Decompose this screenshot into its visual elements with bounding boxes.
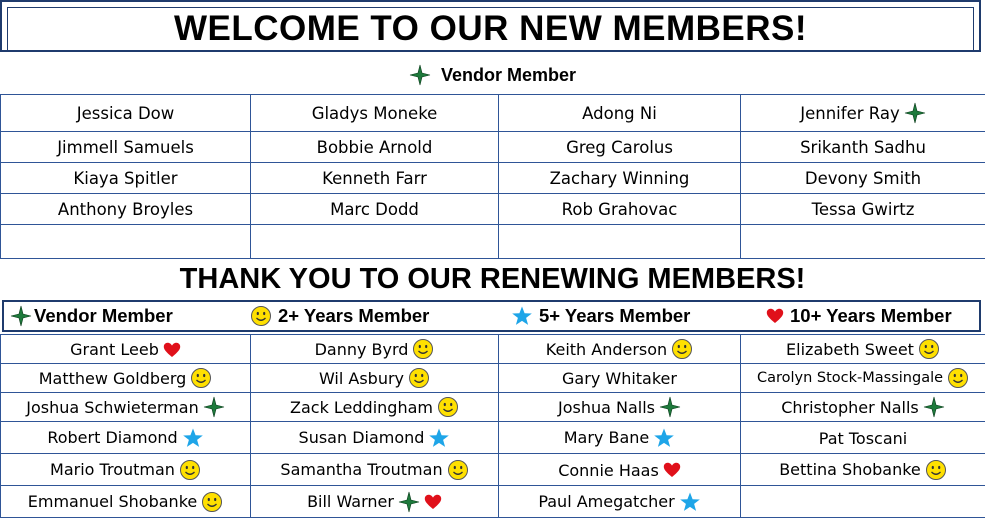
member-name: Mary Bane: [564, 428, 650, 447]
smiley-icon: [250, 305, 272, 327]
table-row: [1, 132, 985, 163]
member-name: Bill Warner: [307, 492, 394, 511]
smiley-icon: [201, 491, 223, 513]
member-name: Tessa Gwirtz: [812, 200, 915, 219]
member-name: Kenneth Farr: [322, 169, 427, 188]
legend-10-years: [766, 305, 952, 327]
blue-star-icon: [428, 427, 450, 449]
member-cell: [499, 364, 741, 393]
blue-star-icon: [679, 491, 701, 513]
member-cell: [1, 163, 251, 194]
member-name: Jennifer Ray: [800, 104, 899, 123]
smiley-icon: [190, 367, 212, 389]
member-name: Jimmell Samuels: [57, 138, 194, 157]
member-name: Joshua Schwieterman: [26, 398, 198, 417]
member-cell: [499, 393, 741, 422]
renewing-title: THANK YOU TO OUR RENEWING MEMBERS!: [180, 263, 806, 296]
member-cell: [1, 422, 251, 454]
green-star-icon: [904, 102, 926, 124]
smiley-icon: [947, 367, 969, 389]
table-row: [1, 163, 985, 194]
member-cell: [499, 422, 741, 454]
legend-2-years-label: 2+ Years Member: [278, 305, 429, 327]
member-cell: [499, 335, 741, 364]
member-cell: [741, 393, 985, 422]
table-row: [1, 364, 985, 393]
renewing-members-table: [0, 334, 985, 518]
blue-star-icon: [653, 427, 675, 449]
welcome-banner-inner: [7, 7, 974, 51]
blue-star-icon: [511, 305, 533, 327]
member-cell: [741, 454, 985, 486]
member-name: Paul Amegatcher: [538, 492, 674, 511]
member-cell: [741, 422, 985, 454]
member-name: Mario Troutman: [50, 460, 175, 479]
member-name: Connie Haas: [558, 461, 659, 480]
welcome-banner: [0, 0, 981, 52]
member-name: Christopher Nalls: [781, 398, 919, 417]
member-name: Keith Anderson: [546, 340, 667, 359]
member-cell: [1, 364, 251, 393]
legend-2-years: [250, 305, 429, 327]
member-name: Marc Dodd: [330, 200, 419, 219]
member-cell: [251, 194, 499, 225]
smiley-icon: [179, 459, 201, 481]
member-cell: [499, 454, 741, 486]
heart-icon: [663, 462, 681, 478]
renewing-banner: [0, 259, 985, 299]
member-name: Srikanth Sadhu: [800, 138, 926, 157]
legend-vendor-label: Vendor Member: [34, 305, 173, 327]
member-name: Jessica Dow: [77, 104, 175, 123]
member-cell: [499, 225, 741, 259]
table-row: [1, 335, 985, 364]
member-name: Joshua Nalls: [558, 398, 655, 417]
member-cell: [1, 486, 251, 518]
legend-5-years: [511, 305, 690, 327]
member-cell: [499, 95, 741, 132]
member-name: Robert Diamond: [47, 428, 177, 447]
smiley-icon: [918, 338, 940, 360]
member-name: Greg Carolus: [566, 138, 673, 157]
new-members-table: [0, 94, 985, 259]
member-name: Matthew Goldberg: [39, 369, 187, 388]
smiley-icon: [412, 338, 434, 360]
member-cell: [499, 486, 741, 518]
member-name: Pat Toscani: [819, 429, 907, 448]
member-name: Bettina Shobanke: [779, 460, 921, 479]
green-star-icon: [203, 396, 225, 418]
member-name: Carolyn Stock-Massingale: [757, 370, 943, 386]
table-row: [1, 225, 985, 259]
table-row: [1, 454, 985, 486]
member-cell: [251, 163, 499, 194]
member-cell: [741, 132, 985, 163]
smiley-icon: [437, 396, 459, 418]
member-cell: [251, 364, 499, 393]
smiley-icon: [671, 338, 693, 360]
member-name: Danny Byrd: [315, 340, 409, 359]
new-members-legend: [0, 56, 985, 94]
member-cell: [1, 393, 251, 422]
table-row: [1, 194, 985, 225]
member-name: Anthony Broyles: [58, 200, 193, 219]
member-name: Samantha Troutman: [280, 460, 442, 479]
table-row: [1, 95, 985, 132]
member-name: Wil Asbury: [319, 369, 404, 388]
member-cell: [741, 335, 985, 364]
member-cell: [251, 486, 499, 518]
heart-icon: [424, 494, 442, 510]
member-name: Adong Ni: [582, 104, 657, 123]
member-cell: [741, 95, 985, 132]
table-row: [1, 486, 985, 518]
member-cell: [741, 486, 985, 518]
welcome-title: WELCOME TO OUR NEW MEMBERS!: [174, 9, 807, 49]
member-cell: [251, 454, 499, 486]
member-cell: [741, 364, 985, 393]
renewing-legend: [2, 300, 981, 332]
member-cell: [1, 95, 251, 132]
smiley-icon: [447, 459, 469, 481]
blue-star-icon: [182, 427, 204, 449]
member-cell: [741, 163, 985, 194]
legend-vendor: [10, 305, 173, 327]
smiley-icon: [408, 367, 430, 389]
member-name: Bobbie Arnold: [317, 138, 433, 157]
member-cell: [499, 194, 741, 225]
member-cell: [251, 335, 499, 364]
member-cell: [499, 163, 741, 194]
new-legend-label: Vendor Member: [441, 65, 576, 86]
member-name: Gary Whitaker: [562, 369, 677, 388]
member-name: Grant Leeb: [70, 340, 159, 359]
member-cell: [741, 194, 985, 225]
member-cell: [251, 132, 499, 163]
member-cell: [1, 335, 251, 364]
member-name: Elizabeth Sweet: [786, 340, 914, 359]
member-name: Rob Grahovac: [562, 200, 678, 219]
member-cell: [1, 225, 251, 259]
member-name: Zachary Winning: [550, 169, 690, 188]
member-name: Gladys Moneke: [312, 104, 438, 123]
green-star-icon: [398, 491, 420, 513]
green-star-icon: [923, 396, 945, 418]
member-name: Devony Smith: [805, 169, 921, 188]
member-name: Emmanuel Shobanke: [28, 492, 197, 511]
member-cell: [741, 225, 985, 259]
green-star-icon: [10, 305, 32, 327]
table-row: [1, 422, 985, 454]
member-name: Kiaya Spitler: [73, 169, 177, 188]
member-cell: [251, 393, 499, 422]
green-star-icon: [409, 64, 431, 86]
member-cell: [1, 194, 251, 225]
heart-icon: [163, 342, 181, 358]
member-cell: [1, 132, 251, 163]
legend-10-years-label: 10+ Years Member: [790, 305, 952, 327]
member-name: Susan Diamond: [299, 428, 425, 447]
smiley-icon: [925, 459, 947, 481]
member-name: Zack Leddingham: [290, 398, 433, 417]
green-star-icon: [659, 396, 681, 418]
member-cell: [251, 95, 499, 132]
member-cell: [251, 422, 499, 454]
heart-icon: [766, 308, 784, 324]
legend-5-years-label: 5+ Years Member: [539, 305, 690, 327]
table-row: [1, 393, 985, 422]
member-cell: [1, 454, 251, 486]
member-cell: [499, 132, 741, 163]
member-cell: [251, 225, 499, 259]
